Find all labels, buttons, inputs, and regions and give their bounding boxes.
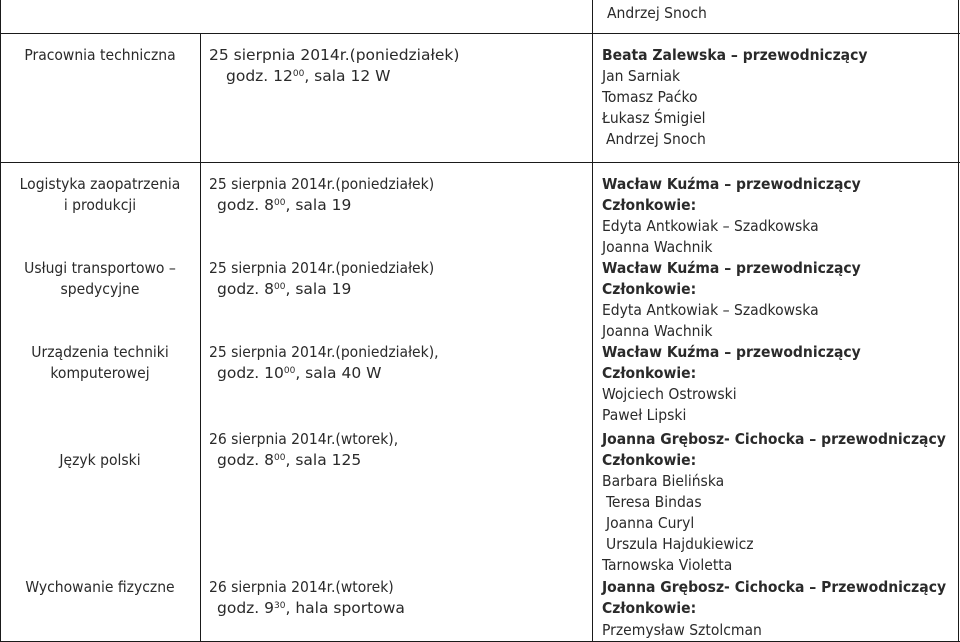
chairperson: Wacław Kuźma – przewodniczący <box>602 259 861 277</box>
subject-name: Wychowanie fizyczne <box>25 578 175 596</box>
member-name: Urszula Hajdukiewicz <box>606 535 754 553</box>
subject-name: i produkcji <box>63 196 137 214</box>
column-divider <box>592 0 593 642</box>
member-name: Przemysław Sztolcman <box>602 621 762 639</box>
row-divider <box>0 33 960 34</box>
member-name: Edyta Antkowiak – Szadkowska <box>602 301 819 319</box>
column-divider <box>200 33 201 642</box>
member-name: Tarnowska Violetta <box>602 556 733 574</box>
exam-time-room: godz. $8^{00}$, sala 19 <box>217 196 352 214</box>
members-label: Członkowie: <box>602 196 697 214</box>
member-name: Wojciech Ostrowski <box>602 385 737 403</box>
member-name: Łukasz Śmigiel <box>602 109 706 127</box>
chairperson: Wacław Kuźma – przewodniczący <box>602 175 861 193</box>
members-label: Członkowie: <box>602 451 697 469</box>
chairperson: Wacław Kuźma – przewodniczący <box>602 343 861 361</box>
chairperson: Joanna Grębosz- Cichocka – przewodniczący <box>602 430 946 448</box>
exam-date: 26 sierpnia 2014r.(wtorek), <box>209 430 399 448</box>
subject-name: Pracownia techniczna <box>24 46 176 64</box>
subject-name: Logistyka zaopatrzenia <box>19 175 181 193</box>
subject-name: komputerowej <box>50 364 150 382</box>
member-name: Andrzej Snoch <box>607 4 707 22</box>
chairperson: Joanna Grębosz- Cichocka – Przewodniczący <box>602 578 947 596</box>
member-name: Paweł Lipski <box>602 406 687 424</box>
exam-date: 25 sierpnia 2014r.(poniedziałek) <box>209 175 435 193</box>
member-name: Jan Sarniak <box>602 67 681 85</box>
subject-name: Język polski <box>59 451 141 469</box>
column-divider <box>958 0 959 642</box>
subject-name: Urządzenia techniki <box>31 343 169 361</box>
exam-date: 26 sierpnia 2014r.(wtorek) <box>209 578 394 596</box>
member-name: Andrzej Snoch <box>606 130 706 148</box>
member-name: Barbara Bielińska <box>602 472 725 490</box>
member-name: Teresa Bindas <box>606 493 702 511</box>
member-name: Joanna Wachnik <box>602 322 713 340</box>
exam-time-room: godz. $8^{00}$, sala 125 <box>217 451 362 469</box>
chairperson: Beata Zalewska – przewodniczący <box>602 46 868 64</box>
exam-time-room: godz. $8^{00}$, sala 19 <box>217 280 352 298</box>
member-name: Joanna Curyl <box>606 514 695 532</box>
members-label: Członkowie: <box>602 364 697 382</box>
exam-time-room: godz. $12^{00}$, sala 12 W <box>226 67 391 85</box>
member-name: Edyta Antkowiak – Szadkowska <box>602 217 819 235</box>
members-label: Członkowie: <box>602 280 697 298</box>
exam-time-room: godz. $9^{30}$, hala sportowa <box>217 599 405 617</box>
members-label: Członkowie: <box>602 599 697 617</box>
member-name: Joanna Wachnik <box>602 238 713 256</box>
member-name: Tomasz Paćko <box>602 88 698 106</box>
exam-date: 25 sierpnia 2014r.(poniedziałek), <box>209 343 439 361</box>
exam-date: 25 sierpnia 2014r.(poniedziałek) <box>209 46 460 64</box>
row-divider <box>0 162 960 163</box>
subject-name: Usługi transportowo – <box>24 259 176 277</box>
exam-date: 25 sierpnia 2014r.(poniedziałek) <box>209 259 435 277</box>
exam-time-room: godz. $10^{00}$, sala 40 W <box>217 364 382 382</box>
subject-name: spedycyjne <box>60 280 140 298</box>
column-divider <box>0 0 1 642</box>
